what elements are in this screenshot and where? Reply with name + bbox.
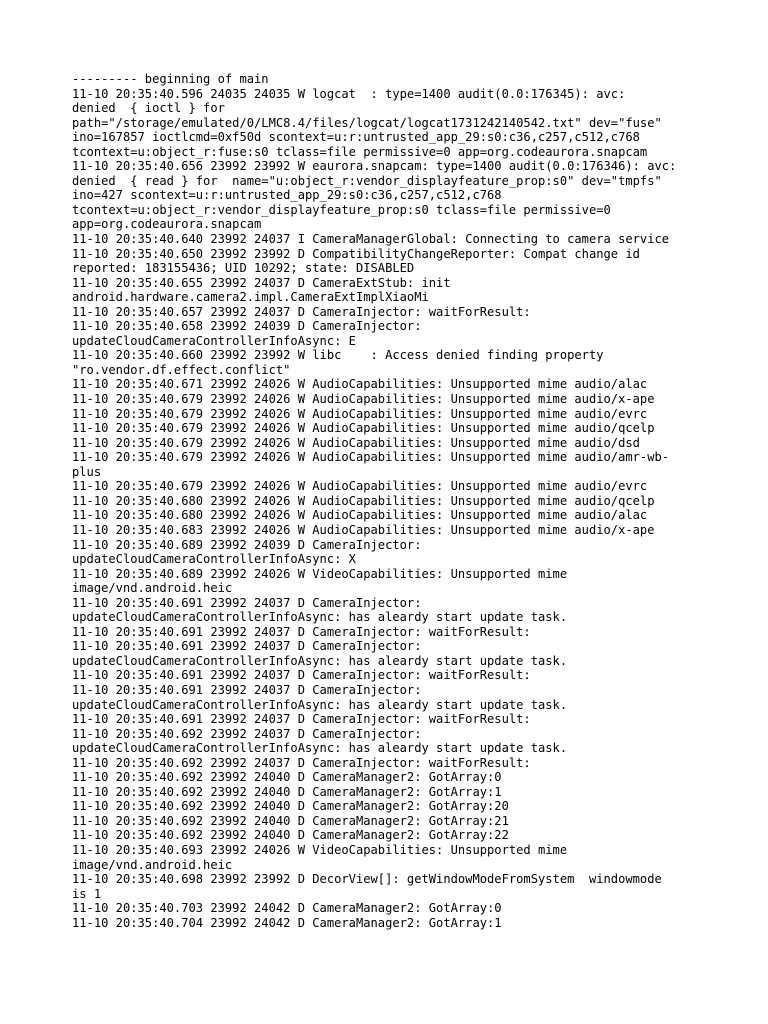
log-line: 11-10 20:35:40.692 23992 24040 D CameraManager2: GotArray:21 <box>72 813 509 828</box>
log-line: 11-10 20:35:40.692 23992 24040 D CameraManager2: GotArray:1 <box>72 784 502 799</box>
log-line: --------- beginning of main <box>72 72 269 86</box>
log-line: 11-10 20:35:40.691 23992 24037 D CameraInjector: <box>72 639 422 654</box>
log-line: 11-10 20:35:40.656 23992 23992 W eaurora.snapcam: type=1400 audit(0.0:176346): avc: <box>72 159 677 174</box>
log-line: "ro.vendor.df.effect.conflict" <box>72 362 291 377</box>
log-line: updateCloudCameraControllerInfoAsync: has aleardy start update task. <box>72 653 568 668</box>
log-line: 11-10 20:35:40.640 23992 24037 I CameraManagerGlobal: Connecting to camera service <box>72 232 670 247</box>
log-line: 11-10 20:35:40.680 23992 24026 W AudioCapabilities: Unsupported mime audio/alac <box>72 508 648 523</box>
log-line: 11-10 20:35:40.691 23992 24037 D CameraInjector: waitForResult: <box>72 668 531 683</box>
log-line: image/vnd.android.heic <box>72 581 233 596</box>
log-line: 11-10 20:35:40.679 23992 24026 W AudioCapabilities: Unsupported mime audio/evrc <box>72 406 648 421</box>
log-line: reported: 183155436; UID 10292; state: DISABLED <box>72 261 415 276</box>
log-line: tcontext=u:object_r:fuse:s0 tclass=file permissive=0 app=org.codeaurora.snapcam <box>72 144 648 159</box>
log-line: 11-10 20:35:40.691 23992 24037 D CameraInjector: waitForResult: <box>72 712 531 727</box>
log-line: 11-10 20:35:40.689 23992 24039 D CameraInjector: <box>72 537 422 552</box>
log-line: 11-10 20:35:40.650 23992 23992 D CompatibilityChangeReporter: Compat change id <box>72 246 640 261</box>
log-line: 11-10 20:35:40.692 23992 24040 D CameraManager2: GotArray:20 <box>72 799 509 814</box>
log-line: 11-10 20:35:40.692 23992 24037 D CameraInjector: <box>72 726 422 741</box>
log-line: 11-10 20:35:40.680 23992 24026 W AudioCapabilities: Unsupported mime audio/qcelp <box>72 493 655 508</box>
log-line: 11-10 20:35:40.692 23992 24037 D CameraInjector: waitForResult: <box>72 755 531 770</box>
log-line: 11-10 20:35:40.703 23992 24042 D CameraManager2: GotArray:0 <box>72 901 502 916</box>
log-line: 11-10 20:35:40.671 23992 24026 W AudioCapabilities: Unsupported mime audio/alac <box>72 377 648 392</box>
log-line: 11-10 20:35:40.698 23992 23992 D DecorView[]: getWindowModeFromSystem windowmode <box>72 872 662 887</box>
log-line: 11-10 20:35:40.679 23992 24026 W AudioCapabilities: Unsupported mime audio/x-ape <box>72 392 655 407</box>
log-line: plus <box>72 464 102 479</box>
log-line: is 1 <box>72 886 102 901</box>
log-line: 11-10 20:35:40.679 23992 24026 W AudioCapabilities: Unsupported mime audio/dsd <box>72 435 640 450</box>
log-line: 11-10 20:35:40.657 23992 24037 D CameraInjector: waitForResult: <box>72 304 531 319</box>
log-line: 11-10 20:35:40.596 24035 24035 W logcat : type=1400 audit(0.0:176345): avc: <box>72 86 626 101</box>
log-line: 11-10 20:35:40.683 23992 24026 W AudioCapabilities: Unsupported mime audio/x-ape <box>72 522 655 537</box>
log-line: app=org.codeaurora.snapcam <box>72 217 262 232</box>
log-line: 11-10 20:35:40.704 23992 24042 D CameraManager2: GotArray:1 <box>72 915 502 930</box>
log-line: path="/storage/emulated/0/LMC8.4/files/logcat/logcat1731242140542.txt" dev="fuse" <box>72 115 662 130</box>
log-line: 11-10 20:35:40.689 23992 24026 W VideoCapabilities: Unsupported mime <box>72 566 568 581</box>
log-line: updateCloudCameraControllerInfoAsync: X <box>72 552 356 567</box>
log-line: 11-10 20:35:40.691 23992 24037 D CameraInjector: waitForResult: <box>72 624 531 639</box>
logcat-text <box>72 72 712 930</box>
log-line: updateCloudCameraControllerInfoAsync: has aleardy start update task. <box>72 610 568 625</box>
log-line: 11-10 20:35:40.692 23992 24040 D CameraManager2: GotArray:0 <box>72 770 502 785</box>
log-line: 11-10 20:35:40.655 23992 24037 D CameraExtStub: init <box>72 275 451 290</box>
log-line: updateCloudCameraControllerInfoAsync: has aleardy start update task. <box>72 697 568 712</box>
log-line: 11-10 20:35:40.691 23992 24037 D CameraInjector: <box>72 595 422 610</box>
log-line: ino=167857 ioctlcmd=0xf50d scontext=u:r:untrusted_app_29:s0:c36,c257,c512,c768 <box>72 130 640 145</box>
log-line: tcontext=u:object_r:vendor_displayfeature_prop:s0 tclass=file permissive=0 <box>72 202 611 217</box>
log-line: android.hardware.camera2.impl.CameraExtImplXiaoMi <box>72 290 429 305</box>
log-line: 11-10 20:35:40.692 23992 24040 D CameraManager2: GotArray:22 <box>72 828 509 843</box>
log-line: 11-10 20:35:40.658 23992 24039 D CameraInjector: <box>72 319 422 334</box>
log-line: 11-10 20:35:40.679 23992 24026 W AudioCapabilities: Unsupported mime audio/evrc <box>72 479 648 494</box>
log-line: 11-10 20:35:40.679 23992 24026 W AudioCapabilities: Unsupported mime audio/amr-wb- <box>72 450 670 465</box>
log-line: 11-10 20:35:40.679 23992 24026 W AudioCapabilities: Unsupported mime audio/qcelp <box>72 421 655 436</box>
log-line: updateCloudCameraControllerInfoAsync: has aleardy start update task. <box>72 741 568 756</box>
log-line: image/vnd.android.heic <box>72 857 233 872</box>
log-line: 11-10 20:35:40.660 23992 23992 W libc : Access denied finding property <box>72 348 604 363</box>
log-line: ino=427 scontext=u:r:untrusted_app_29:s0:c36,c257,c512,c768 <box>72 188 502 203</box>
log-line: denied { ioctl } for <box>72 101 225 116</box>
log-line: updateCloudCameraControllerInfoAsync: E <box>72 333 356 348</box>
log-line: 11-10 20:35:40.693 23992 24026 W VideoCapabilities: Unsupported mime <box>72 842 568 857</box>
log-line: 11-10 20:35:40.691 23992 24037 D CameraInjector: <box>72 682 422 697</box>
log-line: denied { read } for name="u:object_r:vendor_displayfeature_prop:s0" dev="tmpfs" <box>72 173 662 188</box>
